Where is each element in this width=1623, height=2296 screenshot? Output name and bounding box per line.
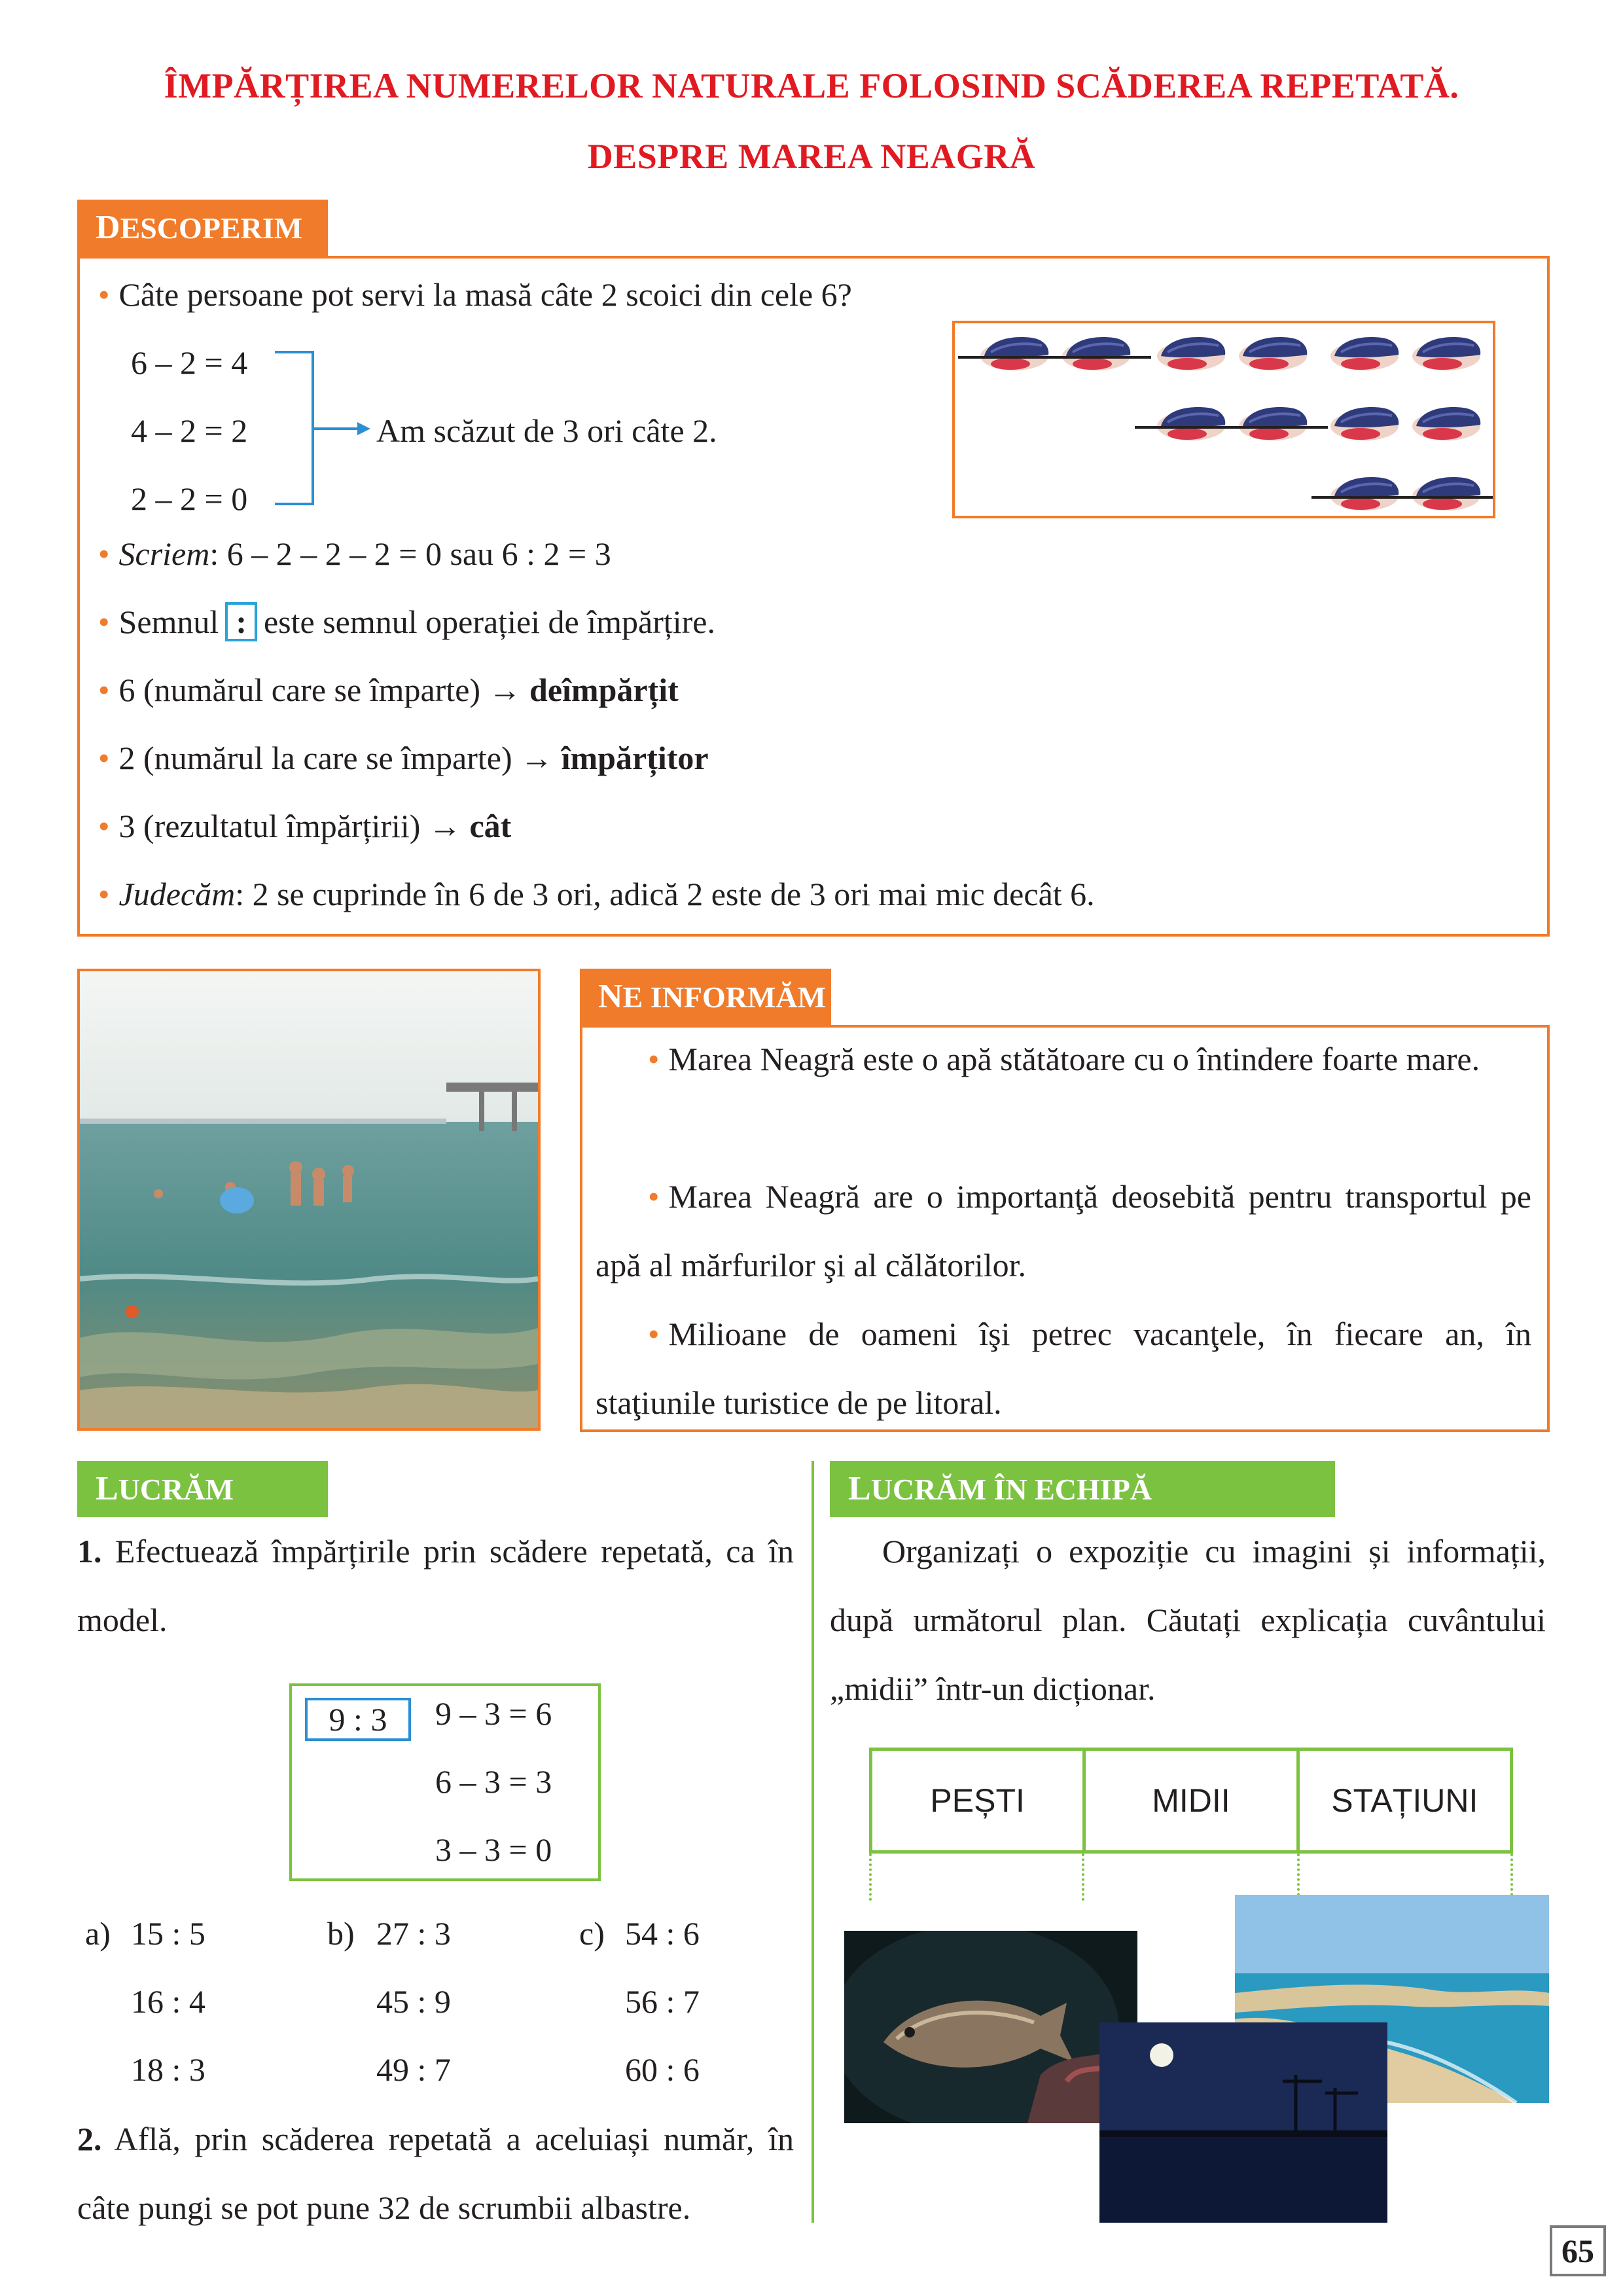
dotted-line — [1082, 1854, 1084, 1901]
descoperim-tab: DESCOPERIM — [77, 200, 328, 256]
exercise-item: 27 : 3 — [376, 1915, 451, 1952]
plan-header-midii: MIDII — [1086, 1751, 1299, 1850]
info-paragraph-3: • Milioane de oameni îşi petrec vacanţele, în fiecare an, în staţiunile turistice de pe litoral. — [596, 1316, 1531, 1421]
exercise-item: 49 : 7 — [376, 2051, 451, 2088]
model-equation-3: 3 – 3 = 0 — [435, 1831, 552, 1868]
info-paragraph-1: • Marea Neagră este o apă stătătoare cu o întindere foarte mare. — [648, 1041, 1480, 1077]
quotient-line: • 3 (rezultatul împărțirii) → cât — [98, 808, 512, 844]
night-port-image — [1099, 2022, 1387, 2223]
dotted-line — [1297, 1854, 1300, 1901]
mussels-illustration-box — [952, 321, 1495, 518]
col-a-label: a) — [85, 1915, 111, 1952]
fish-photo — [844, 1931, 1137, 2123]
model-equation-2: 6 – 3 = 3 — [435, 1763, 552, 1800]
arrow-right-icon — [312, 419, 370, 439]
dividend-line: • 6 (numărul care se împarte) → deîmpărțit — [98, 672, 679, 708]
exercise-item: 45 : 9 — [376, 1983, 451, 2020]
equation-1: 6 – 2 = 4 — [131, 344, 248, 381]
beach-photo — [77, 969, 541, 1431]
page-subtitle: DESPRE MAREA NEAGRĂ — [587, 137, 1036, 176]
semnul-line: • Semnul : este semnul operației de împărțire. — [98, 603, 715, 640]
question-line: • Câte persoane pot servi la masă câte 2 scoici din cele 6? — [98, 276, 852, 313]
divisor-line: • 2 (numărul la care se împarte) → împărțitor — [98, 740, 709, 776]
lucram-tab: LUCRĂM — [77, 1461, 328, 1517]
exercise-item: 60 : 6 — [625, 2051, 700, 2088]
model-equation-1: 9 – 3 = 6 — [435, 1695, 552, 1732]
dotted-line — [1510, 1854, 1513, 1901]
equation-2: 4 – 2 = 2 — [131, 412, 248, 449]
ne-informam-tab: NE INFORMĂM — [580, 969, 831, 1025]
night-port-photo — [1099, 2022, 1387, 2223]
fish-image — [844, 1931, 1137, 2123]
plan-table — [869, 1748, 1513, 1854]
subtraction-bracket — [275, 351, 314, 505]
conclusion-text: Am scăzut de 3 ori câte 2. — [376, 412, 717, 449]
arrow-icon: → — [428, 808, 461, 844]
exercise-item: 54 : 6 — [625, 1915, 700, 1952]
equation-3: 2 – 2 = 0 — [131, 480, 248, 517]
team-instructions: Organizați o expoziție cu imagini și informații, după următorul plan. Căutați explicația cuvântului „midii” într-un dicționar. — [830, 1533, 1546, 1707]
model-label: 9 : 3 — [305, 1698, 411, 1741]
exercise-1: 1. Efectuează împărțirile prin scădere repetată, ca în model. — [77, 1533, 794, 1638]
column-divider — [812, 1461, 814, 2223]
plan-header-pesti: PEȘTI — [872, 1751, 1086, 1850]
judecam-line: • Judecăm: 2 se cuprinde în 6 de 3 ori, adică 2 este de 3 ori mai mic decât 6. — [98, 876, 1095, 912]
sea-photo-image — [80, 971, 538, 1428]
info-paragraph-2: • Marea Neagră are o importanţă deosebită pentru transportul pe apă al mărfurilor şi al călătorilor. — [596, 1178, 1531, 1283]
exercise-2: 2. Află, prin scăderea repetată a aceluiași număr, în câte pungi se pot pune 32 de scrumbii albastre. — [77, 2121, 794, 2226]
division-sign-box: : — [225, 602, 257, 641]
exercise-item: 16 : 4 — [131, 1983, 205, 2020]
page-number: 65 — [1550, 2225, 1606, 2276]
col-b-label: b) — [327, 1915, 355, 1952]
exercise-item: 15 : 5 — [131, 1915, 205, 1952]
scriem-line: • Scriem: 6 – 2 – 2 – 2 = 0 sau 6 : 2 = 3 — [98, 535, 611, 572]
lucram-echipa-tab: LUCRĂM ÎN ECHIPĂ — [830, 1461, 1335, 1517]
col-c-label: c) — [579, 1915, 605, 1952]
exercise-item: 18 : 3 — [131, 2051, 205, 2088]
arrow-icon: → — [488, 672, 522, 708]
dotted-line — [869, 1854, 872, 1901]
arrow-icon: → — [520, 740, 554, 776]
mussels-icon — [955, 323, 1493, 516]
exercise-item: 56 : 7 — [625, 1983, 700, 2020]
page-title: ÎMPĂRȚIREA NUMERELOR NATURALE FOLOSIND SCĂDEREA REPETATĂ. — [164, 66, 1459, 105]
plan-header-statiuni: STAȚIUNI — [1331, 1782, 1478, 1819]
